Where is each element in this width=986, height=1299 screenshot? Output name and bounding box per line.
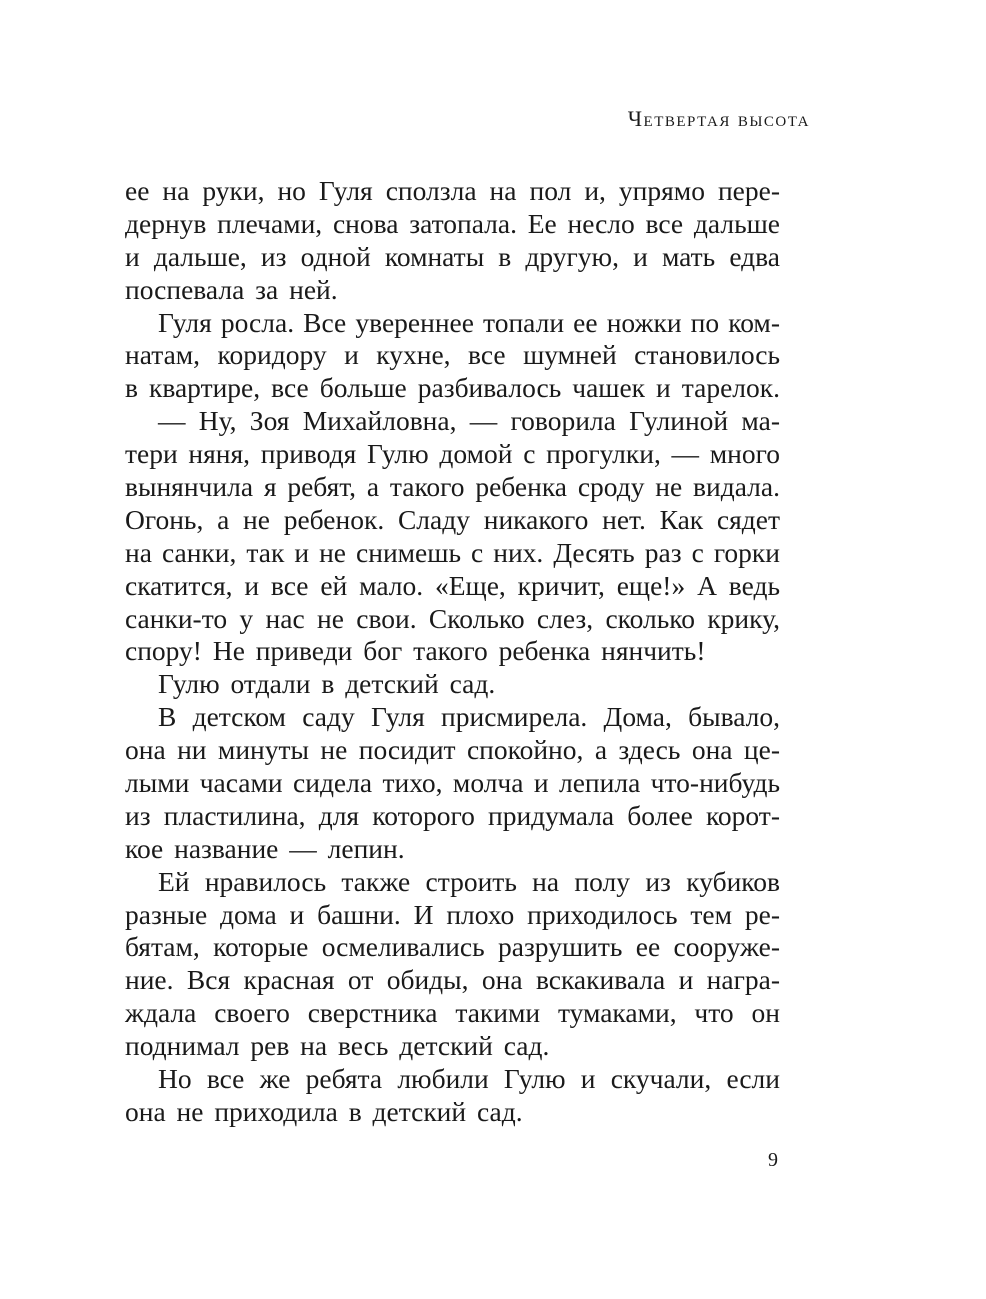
- text-line: Гулю отдали в детский сад.: [158, 668, 496, 700]
- text-line: ждала своего сверстника такими тумаками, что он: [125, 997, 780, 1029]
- text-line: в квартире, все больше разбивалось чашек и тарелок.: [125, 372, 780, 404]
- running-header: Четвертая высота: [627, 106, 810, 131]
- text-line: она не приходила в детский сад.: [125, 1095, 523, 1127]
- text-line: из пластилина, для которого придумала более корот-: [125, 799, 780, 831]
- text-line: и дальше, из одной комнаты в другую, и мать едва: [125, 240, 780, 272]
- text-line: тери няня, приводя Гулю домой с прогулки, — много: [125, 438, 780, 470]
- text-line: бятам, которые осмеливались разрушить ее сооруже-: [125, 931, 780, 963]
- text-line: на санки, так и не снимешь с них. Десять раз с горки: [125, 536, 780, 568]
- text-line: ние. Вся красная от обиды, она вскакивала и награ-: [125, 964, 780, 996]
- text-line: санки-то у нас не свои. Сколько слез, сколько крику,: [125, 602, 780, 634]
- text-line: скатится, и все ей мало. «Еще, кричит, еще!» А ведь: [125, 569, 780, 601]
- text-line: ее на руки, но Гуля сползла на пол и, упрямо пере-: [125, 175, 780, 206]
- text-line: лыми часами сидела тихо, молча и лепила что-нибудь: [125, 767, 780, 799]
- text-line: она ни минуты не посидит спокойно, а здесь она це-: [125, 734, 780, 766]
- text-line: Ей нравилось также строить на полу из кубиков: [158, 865, 780, 897]
- text-line: разные дома и башни. И плохо приходилось тем ре-: [125, 898, 780, 930]
- text-line: дернув плечами, снова затопала. Ее несло все дальше: [125, 207, 780, 239]
- text-line: спору! Не приведи бог такого ребенка нянчить!: [125, 635, 706, 667]
- text-line: — Ну, Зоя Михайловна, — говорила Гулиной ма-: [158, 405, 780, 437]
- body-text: [125, 175, 780, 1129]
- text-line: Гуля росла. Все увереннее топали ее ножки по ком-: [158, 306, 780, 338]
- text-line: натам, коридору и кухне, все шумней становилось: [125, 339, 780, 371]
- text-line: Но все же ребята любили Гулю и скучали, если: [158, 1063, 780, 1095]
- text-line: В детском саду Гуля присмирела. Дома, бывало,: [158, 701, 780, 733]
- text-line: Огонь, а не ребенок. Сладу никакого нет. Как сядет: [125, 503, 780, 535]
- text-line: поспевала за ней.: [125, 273, 338, 305]
- text-line: кое название — лепин.: [125, 832, 405, 864]
- text-line: вынянчила я ребят, а такого ребенка сроду не видала.: [125, 471, 780, 503]
- page-number: 9: [768, 1149, 778, 1171]
- text-line: поднимал рев на весь детский сад.: [125, 1030, 550, 1062]
